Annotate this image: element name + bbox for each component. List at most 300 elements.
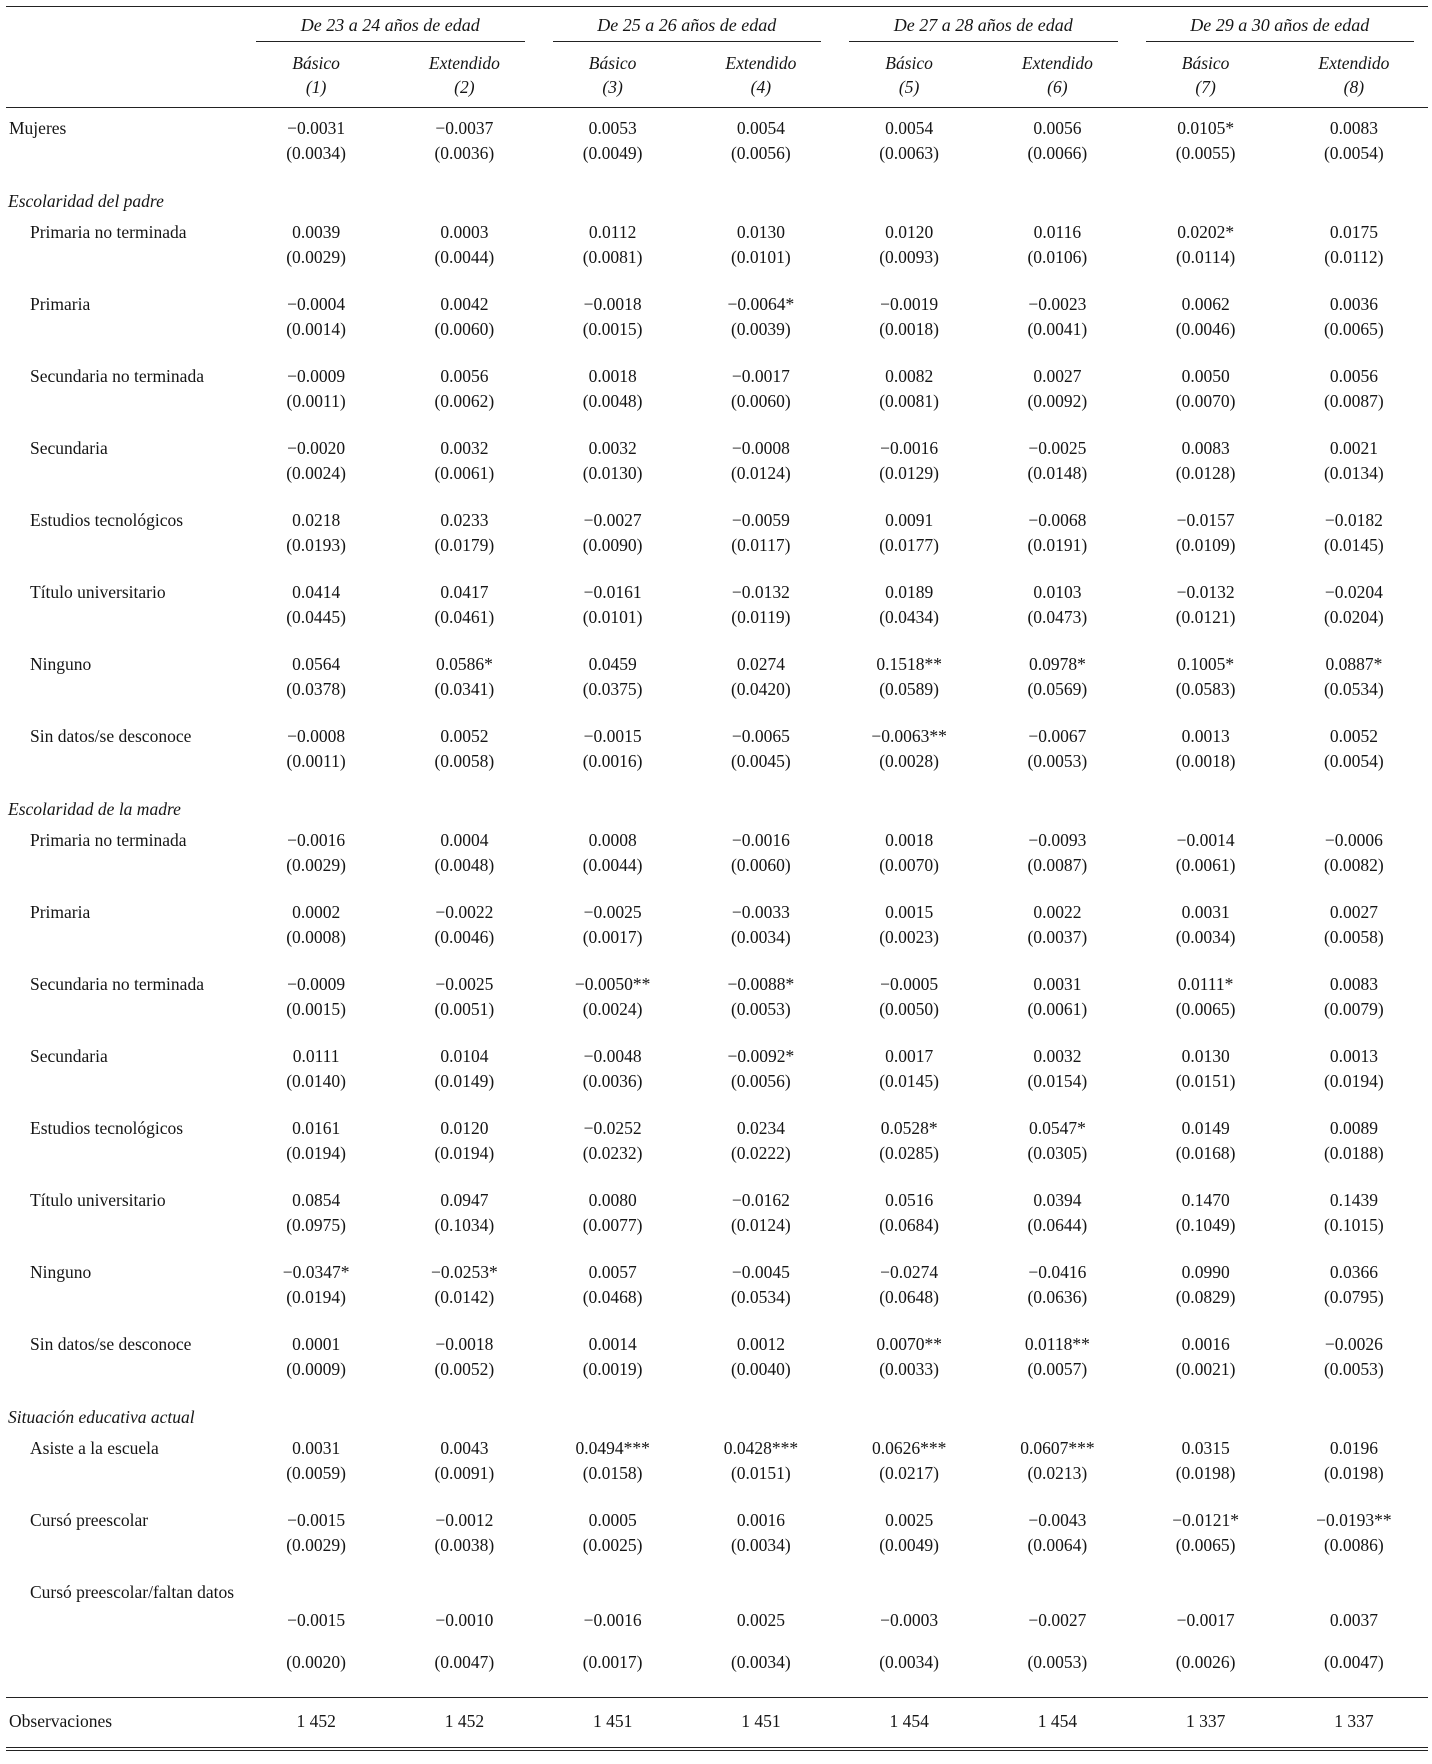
row-label: Estudios tecnológicos <box>30 510 184 530</box>
standard-error-value: (0.0636) <box>1027 1287 1088 1307</box>
standard-error-value: (0.0060) <box>434 319 495 339</box>
coefficient-value: −0.0093 <box>1028 830 1087 850</box>
coefficient-value: 0.0050 <box>1181 366 1230 386</box>
row-label: Sin datos/se desconoce <box>30 726 192 746</box>
age-group-label: De 29 a 30 años de edad <box>1146 15 1415 42</box>
coefficient-value: −0.0132 <box>1176 582 1235 602</box>
standard-error-value: (0.0434) <box>879 607 940 627</box>
standard-error-value: (0.0213) <box>1027 1463 1088 1483</box>
standard-error-value: (0.0684) <box>879 1215 940 1235</box>
standard-error-value: (0.0034) <box>1175 927 1236 947</box>
standard-error-value: (0.0092) <box>1027 391 1088 411</box>
coefficient-value: −0.0067 <box>1028 726 1087 746</box>
coefficient-value: 0.0003 <box>440 222 489 242</box>
coefficient-value: −0.0253* <box>431 1262 498 1282</box>
coefficient-value: 0.0202* <box>1177 222 1235 242</box>
standard-error-value: (0.0124) <box>730 1215 791 1235</box>
standard-error-value: (0.0045) <box>730 751 791 771</box>
coefficient-value: −0.0005 <box>880 974 939 994</box>
estimate-cell <box>242 1044 390 1116</box>
coefficient-value: 0.0130 <box>1181 1046 1230 1066</box>
standard-error-value: (0.0119) <box>731 607 791 627</box>
coefficient-value: 0.0990 <box>1181 1262 1230 1282</box>
standard-error-value: (0.0017) <box>582 927 643 947</box>
coefficient-value: −0.0182 <box>1324 510 1383 530</box>
coefficient-value: −0.0014 <box>1176 830 1235 850</box>
coefficient-value: 0.0031 <box>292 1438 341 1458</box>
table-row <box>6 220 1428 292</box>
coefficient-value: 0.1518** <box>876 654 942 674</box>
model-type-label: Básico <box>292 53 340 73</box>
estimate-cell <box>390 108 538 189</box>
standard-error-value: (0.0468) <box>582 1287 643 1307</box>
coefficient-value: 0.0032 <box>440 438 489 458</box>
estimate-cell <box>835 1508 983 1580</box>
coefficient-value: −0.0416 <box>1028 1262 1087 1282</box>
estimate-cell <box>539 436 687 508</box>
estimate-cell <box>983 900 1131 972</box>
coefficient-value: 0.0052 <box>440 726 489 746</box>
observations-value: 1 452 <box>242 1698 390 1748</box>
standard-error-value: (0.0053) <box>1323 1359 1384 1379</box>
standard-error-value: (0.0112) <box>1324 247 1384 267</box>
coefficient-value: −0.0018 <box>435 1334 494 1354</box>
coefficient-value: 0.0083 <box>1329 118 1378 138</box>
coefficient-value: −0.0017 <box>1176 1610 1235 1630</box>
coefficient-value: 0.0161 <box>292 1118 341 1138</box>
coefficient-value: 0.0089 <box>1329 1118 1378 1138</box>
standard-error-value: (0.0090) <box>582 535 643 555</box>
coefficient-value: 0.0018 <box>885 830 934 850</box>
estimate-cell <box>390 580 538 652</box>
estimate-cell <box>390 220 538 292</box>
standard-error-value: (0.0024) <box>582 999 643 1019</box>
estimate-cell <box>390 724 538 796</box>
estimate-cell <box>983 1436 1131 1508</box>
standard-error-value: (0.0036) <box>582 1071 643 1091</box>
estimate-cell <box>687 220 835 292</box>
estimate-cell <box>539 1188 687 1260</box>
estimate-cell <box>1280 1116 1428 1188</box>
estimate-cell <box>687 580 835 652</box>
standard-error-value: (0.0036) <box>434 143 495 163</box>
table-row <box>6 1436 1428 1508</box>
estimate-cell <box>539 292 687 364</box>
estimate-cell <box>1280 108 1428 189</box>
standard-error-value: (0.0087) <box>1027 855 1088 875</box>
estimate-cell <box>835 828 983 900</box>
estimate-cell <box>983 436 1131 508</box>
standard-error-value: (0.0034) <box>730 1652 791 1672</box>
column-header-1 <box>242 42 390 108</box>
standard-error-value: (0.0051) <box>434 999 495 1019</box>
estimate-cell <box>242 900 390 972</box>
standard-error-value: (0.0034) <box>879 1652 940 1672</box>
estimate-cell <box>539 1508 687 1580</box>
standard-error-value: (0.0026) <box>1175 1652 1236 1672</box>
estimate-cell <box>1280 652 1428 724</box>
estimate-cell <box>390 292 538 364</box>
estimate-cell <box>983 1044 1131 1116</box>
estimate-cell <box>983 972 1131 1044</box>
coefficient-value: 0.0025 <box>736 1610 785 1630</box>
coefficient-value: 0.0022 <box>1033 902 1082 922</box>
coefficient-value: −0.0162 <box>731 1190 790 1210</box>
standard-error-value: (0.0191) <box>1027 535 1088 555</box>
table-body <box>6 108 1428 1748</box>
standard-error-value: (0.0049) <box>582 143 643 163</box>
estimate-cell <box>835 1260 983 1332</box>
standard-error-value: (0.0019) <box>582 1359 643 1379</box>
standard-error-value: (0.0064) <box>1027 1535 1088 1555</box>
coefficient-value: 0.0315 <box>1181 1438 1230 1458</box>
standard-error-value: (0.0217) <box>879 1463 940 1483</box>
coefficient-value: 0.0564 <box>292 654 341 674</box>
coefficient-value: 0.0978* <box>1028 654 1086 674</box>
standard-error-value: (0.0053) <box>1027 751 1088 771</box>
estimate-cell <box>687 1332 835 1404</box>
estimate-cell <box>539 220 687 292</box>
coefficient-value: 0.1470 <box>1181 1190 1230 1210</box>
coefficient-value: 0.1005* <box>1177 654 1235 674</box>
standard-error-value: (0.0151) <box>730 1463 791 1483</box>
observations-label: Observaciones <box>6 1698 242 1748</box>
estimate-cell <box>835 1332 983 1404</box>
row-label: Secundaria <box>30 438 108 458</box>
standard-error-value: (0.0061) <box>434 463 495 483</box>
estimate-cell <box>1132 972 1280 1044</box>
coefficient-value: 0.0854 <box>292 1190 341 1210</box>
coefficient-value: 0.0080 <box>588 1190 637 1210</box>
coefficient-value: −0.0157 <box>1176 510 1235 530</box>
standard-error-value: (0.1034) <box>434 1215 495 1235</box>
estimate-cell <box>1280 1508 1428 1580</box>
standard-error-value: (0.0124) <box>730 463 791 483</box>
estimate-cell <box>242 292 390 364</box>
estimate-cell <box>983 364 1131 436</box>
coefficient-value: −0.0121* <box>1172 1510 1239 1530</box>
estimate-cell <box>390 1188 538 1260</box>
estimate-cell <box>687 292 835 364</box>
column-header-6 <box>983 42 1131 108</box>
coefficient-value: 0.0027 <box>1329 902 1378 922</box>
row-label-header-cell <box>6 42 242 108</box>
estimate-cell <box>390 900 538 972</box>
standard-error-value: (0.0061) <box>1027 999 1088 1019</box>
standard-error-value: (0.0058) <box>1323 927 1384 947</box>
estimate-cell <box>390 1580 538 1698</box>
estimate-cell <box>242 580 390 652</box>
coefficient-value: −0.0025 <box>435 974 494 994</box>
estimate-cell <box>390 1436 538 1508</box>
coefficient-value: 0.0233 <box>440 510 489 530</box>
coefficient-value: −0.0015 <box>583 726 642 746</box>
coefficient-value: −0.0033 <box>731 902 790 922</box>
estimate-cell <box>390 1260 538 1332</box>
estimate-cell <box>1280 1260 1428 1332</box>
coefficient-value: 0.0175 <box>1329 222 1378 242</box>
estimate-cell <box>1280 1580 1428 1698</box>
estimate-cell <box>983 828 1131 900</box>
coefficient-value: 0.0014 <box>588 1334 637 1354</box>
estimate-cell <box>687 1580 835 1698</box>
coefficient-value: −0.0025 <box>583 902 642 922</box>
estimate-cell <box>835 900 983 972</box>
row-label: Cursó preescolar/faltan datos <box>30 1582 235 1602</box>
coefficient-value: 0.0607*** <box>1020 1438 1095 1458</box>
estimate-cell <box>539 1116 687 1188</box>
table-row <box>6 108 1428 189</box>
coefficient-value: 0.0528* <box>880 1118 938 1138</box>
standard-error-value: (0.0065) <box>1175 999 1236 1019</box>
standard-error-value: (0.0091) <box>434 1463 495 1483</box>
section-heading: Situación educativa actual <box>8 1407 195 1427</box>
row-label: Secundaria <box>30 1046 108 1066</box>
age-group-label: De 27 a 28 años de edad <box>849 15 1118 42</box>
table-row <box>6 1188 1428 1260</box>
coefficient-value: −0.0009 <box>287 366 346 386</box>
standard-error-value: (0.0050) <box>879 999 940 1019</box>
coefficient-value: 0.1439 <box>1329 1190 1378 1210</box>
estimate-cell <box>539 364 687 436</box>
corner-cell <box>6 7 242 43</box>
row-label: Título universitario <box>30 582 166 602</box>
estimate-cell <box>687 724 835 796</box>
coefficient-value: 0.0103 <box>1033 582 1082 602</box>
model-type-label: Básico <box>885 53 933 73</box>
standard-error-value: (0.0644) <box>1027 1215 1088 1235</box>
estimate-cell <box>242 1188 390 1260</box>
standard-error-value: (0.0140) <box>286 1071 347 1091</box>
standard-error-value: (0.0070) <box>879 855 940 875</box>
coefficient-value: 0.0004 <box>440 830 489 850</box>
standard-error-value: (0.0114) <box>1176 247 1236 267</box>
row-label: Primaria no terminada <box>30 830 187 850</box>
coefficient-value: −0.0048 <box>583 1046 642 1066</box>
coefficient-value: 0.0116 <box>1033 222 1082 242</box>
estimate-cell <box>1132 1044 1280 1116</box>
estimate-cell <box>1132 1580 1280 1698</box>
observations-value: 1 337 <box>1132 1698 1280 1748</box>
estimate-cell <box>1132 652 1280 724</box>
coefficient-value: −0.0204 <box>1324 582 1383 602</box>
standard-error-value: (0.0145) <box>1323 535 1384 555</box>
estimate-cell <box>390 1332 538 1404</box>
standard-error-value: (0.0341) <box>434 679 495 699</box>
standard-error-value: (0.0018) <box>879 319 940 339</box>
row-label: Asiste a la escuela <box>30 1438 159 1458</box>
estimate-cell <box>1132 900 1280 972</box>
standard-error-value: (0.0445) <box>286 607 347 627</box>
coefficient-value: −0.0347* <box>282 1262 350 1282</box>
coefficient-value: 0.0031 <box>1181 902 1230 922</box>
standard-error-value: (0.0014) <box>286 319 347 339</box>
standard-error-value: (0.0017) <box>582 1652 643 1672</box>
standard-error-value: (0.0029) <box>286 1535 347 1555</box>
estimate-cell <box>242 220 390 292</box>
standard-error-value: (0.0025) <box>582 1535 643 1555</box>
table-row <box>6 1332 1428 1404</box>
coefficient-value: 0.0104 <box>440 1046 489 1066</box>
coefficient-value: 0.0039 <box>292 222 341 242</box>
coefficient-value: −0.0016 <box>880 438 939 458</box>
coefficient-value: 0.0012 <box>736 1334 785 1354</box>
coefficient-value: 0.0459 <box>588 654 637 674</box>
estimate-cell <box>539 580 687 652</box>
coefficient-value: 0.0053 <box>588 118 637 138</box>
row-label: Título universitario <box>30 1190 166 1210</box>
coefficient-value: 0.0083 <box>1181 438 1230 458</box>
standard-error-value: (0.0473) <box>1027 607 1088 627</box>
standard-error-value: (0.0145) <box>879 1071 940 1091</box>
coefficient-value: 0.0091 <box>885 510 934 530</box>
coefficient-value: 0.0032 <box>1033 1046 1082 1066</box>
estimate-cell <box>1132 1332 1280 1404</box>
column-number-label: (1) <box>305 77 327 97</box>
coefficient-value: 0.0149 <box>1181 1118 1230 1138</box>
coefficient-value: 0.0120 <box>440 1118 489 1138</box>
coefficient-value: −0.0020 <box>287 438 346 458</box>
standard-error-value: (0.0024) <box>286 463 347 483</box>
section-heading: Escolaridad del padre <box>8 191 164 211</box>
estimate-cell <box>835 1580 983 1698</box>
estimate-cell <box>1132 828 1280 900</box>
row-label: Sin datos/se desconoce <box>30 1334 192 1354</box>
estimate-cell <box>1132 108 1280 189</box>
coefficient-value: 0.0018 <box>588 366 637 386</box>
coefficient-value: 0.0118** <box>1024 1334 1090 1354</box>
coefficient-value: 0.0494*** <box>575 1438 650 1458</box>
column-number-label: (8) <box>1343 77 1365 97</box>
standard-error-value: (0.0158) <box>582 1463 643 1483</box>
observations-value: 1 452 <box>390 1698 538 1748</box>
row-label: Ninguno <box>30 654 92 674</box>
model-type-label: Extendido <box>1318 53 1390 73</box>
standard-error-value: (0.0194) <box>434 1143 495 1163</box>
standard-error-value: (0.0009) <box>286 1359 347 1379</box>
column-header-2 <box>390 42 538 108</box>
estimate-cell <box>687 1188 835 1260</box>
model-type-label: Extendido <box>428 53 500 73</box>
coefficient-value: 0.0057 <box>588 1262 637 1282</box>
estimate-cell <box>1132 1260 1280 1332</box>
standard-error-value: (0.0087) <box>1323 391 1384 411</box>
model-type-label: Extendido <box>1021 53 1093 73</box>
estimate-cell <box>1280 436 1428 508</box>
standard-error-value: (0.0232) <box>582 1143 643 1163</box>
estimate-cell <box>983 580 1131 652</box>
standard-error-value: (0.0204) <box>1323 607 1384 627</box>
standard-error-value: (0.0795) <box>1323 1287 1384 1307</box>
estimate-cell <box>1280 508 1428 580</box>
estimate-cell <box>390 436 538 508</box>
coefficient-value: 0.0887* <box>1325 654 1383 674</box>
coefficient-value: −0.0031 <box>287 118 346 138</box>
estimate-cell <box>539 724 687 796</box>
estimate-cell <box>1132 1436 1280 1508</box>
standard-error-value: (0.0198) <box>1175 1463 1236 1483</box>
coefficient-value: −0.0009 <box>287 974 346 994</box>
coefficient-value: −0.0023 <box>1028 294 1087 314</box>
table-row <box>6 436 1428 508</box>
coefficient-value: 0.0052 <box>1329 726 1378 746</box>
table-row <box>6 508 1428 580</box>
standard-error-value: (0.0044) <box>434 247 495 267</box>
estimate-cell <box>1280 580 1428 652</box>
column-number-label: (6) <box>1047 77 1068 97</box>
estimate-cell <box>390 1508 538 1580</box>
estimate-cell <box>835 508 983 580</box>
standard-error-value: (0.0151) <box>1175 1071 1236 1091</box>
age-group-header-4 <box>1132 7 1429 43</box>
coefficient-value: 0.0013 <box>1329 1046 1378 1066</box>
table-row <box>6 1116 1428 1188</box>
coefficient-value: −0.0043 <box>1028 1510 1087 1530</box>
standard-error-value: (0.0534) <box>730 1287 791 1307</box>
coefficient-value: 0.0054 <box>736 118 785 138</box>
estimate-cell <box>1132 724 1280 796</box>
coefficient-value: 0.0112 <box>588 222 637 242</box>
column-number-label: (2) <box>454 77 475 97</box>
coefficient-value: −0.0015 <box>287 1510 346 1530</box>
coefficient-value: 0.0394 <box>1033 1190 1082 1210</box>
estimate-cell <box>242 972 390 1044</box>
standard-error-value: (0.0070) <box>1175 391 1236 411</box>
row-label: Estudios tecnológicos <box>30 1118 184 1138</box>
estimate-cell <box>835 1116 983 1188</box>
estimate-cell <box>983 508 1131 580</box>
standard-error-value: (0.0038) <box>434 1535 495 1555</box>
estimate-cell <box>242 364 390 436</box>
standard-error-value: (0.0117) <box>731 535 791 555</box>
coefficient-value: 0.0586* <box>435 654 493 674</box>
row-label: Primaria no terminada <box>30 222 187 242</box>
standard-error-value: (0.0059) <box>286 1463 347 1483</box>
coefficient-value: 0.0037 <box>1329 1610 1378 1630</box>
standard-error-value: (0.0034) <box>730 927 791 947</box>
estimate-cell <box>835 220 983 292</box>
standard-error-value: (0.0060) <box>730 391 791 411</box>
coefficient-value: 0.0016 <box>1181 1334 1230 1354</box>
model-type-label: Extendido <box>725 53 797 73</box>
standard-error-value: (0.0081) <box>582 247 643 267</box>
section-heading: Escolaridad de la madre <box>8 799 181 819</box>
estimate-cell <box>1132 508 1280 580</box>
estimate-cell <box>539 1044 687 1116</box>
column-number-label: (5) <box>898 77 920 97</box>
standard-error-value: (0.0039) <box>730 319 791 339</box>
standard-error-value: (0.0077) <box>582 1215 643 1235</box>
standard-error-value: (0.0149) <box>434 1071 495 1091</box>
table-row <box>6 972 1428 1044</box>
estimate-cell <box>1132 580 1280 652</box>
estimate-cell <box>1280 1332 1428 1404</box>
estimate-cell <box>687 828 835 900</box>
standard-error-value: (0.0047) <box>1323 1652 1384 1672</box>
estimate-cell <box>1280 828 1428 900</box>
coefficient-value: 0.0947 <box>440 1190 489 1210</box>
standard-error-value: (0.0057) <box>1027 1359 1088 1379</box>
estimate-cell <box>1280 364 1428 436</box>
age-group-header-1 <box>242 7 539 43</box>
estimate-cell <box>242 1436 390 1508</box>
standard-error-value: (0.0011) <box>286 391 346 411</box>
standard-error-value: (0.0198) <box>1323 1463 1384 1483</box>
coefficient-value: 0.0105* <box>1177 118 1235 138</box>
coefficient-value: 0.0017 <box>885 1046 934 1066</box>
coefficient-value: −0.0018 <box>583 294 642 314</box>
age-group-label: De 23 a 24 años de edad <box>256 15 525 42</box>
